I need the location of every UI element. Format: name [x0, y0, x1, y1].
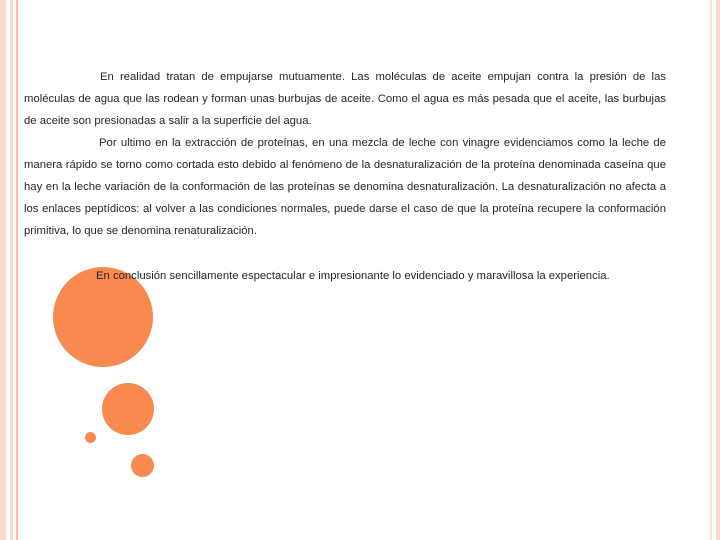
left-border-stripe: [16, 0, 18, 540]
decorative-circle-tiny: [85, 432, 96, 443]
body-text: [24, 66, 666, 287]
paragraph-oil-water: En realidad tratan de empujarse mutuamente. Las moléculas de aceite empujan contra la presión de las moléculas de agua que las rodean y forman unas burbujas de aceite. Como el agua es más pesada que el aceite, las burbujas de aceite son presionadas a salir a la superficie del agua.: [24, 71, 666, 127]
paragraph-protein-extraction: Por ultimo en la extracción de proteínas, en una mezcla de leche con vinagre evidenciamos como la leche de manera rápido se torno como cortada esto debido al fenómeno de la desnaturalización de la proteína denominada caseína que hay en la leche variación de la conformación de las proteínas se denomina desnaturalización. La desnaturalización no afecta a los enlaces peptídicos: al volver a las condiciones normales, puede darse el caso de que la proteína recupere la conformación primitiva, lo que se denomina renaturalización.: [24, 137, 666, 237]
right-border-stripe: [710, 0, 712, 540]
left-border-stripe: [10, 0, 13, 540]
right-border-stripe: [716, 0, 720, 540]
paragraph-conclusion: En conclusión sencillamente espectacular e impresionante lo evidenciado y maravillosa la experiencia.: [96, 270, 610, 282]
decorative-circle-small: [131, 454, 154, 477]
left-border-stripe: [0, 0, 6, 540]
decorative-circle-medium: [102, 383, 154, 435]
